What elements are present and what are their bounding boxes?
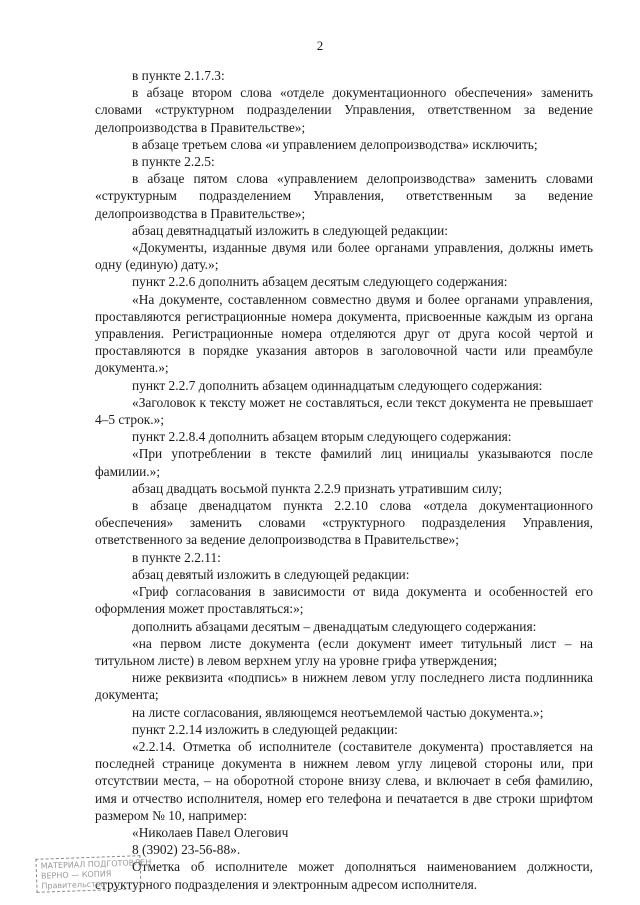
- paragraph-15: в абзаце двенадцатом пункта 2.2.10 слова «отдела документационного обеспечения» заменить словами «структурного подразделения Управления, ответственного за ведение делопроизводства в Правительстве»;: [95, 498, 593, 548]
- paragraph-16: в пункте 2.2.11:: [132, 549, 221, 565]
- paragraph-4: в пункте 2.2.5:: [132, 154, 215, 170]
- paragraph-24: «2.2.14. Отметка об исполнителе (составителе документа) проставляется на последней странице документа в нижнем левом углу лицевой стороны или, при отсутствии места, – на оборотной стороне внизу слева, и включает в себя фамилию, имя и отчество исполнителя, номер его телефона и печатается в две строки шрифтом размером № 10, например:: [95, 738, 593, 823]
- paragraph-20: «на первом листе документа (если документ имеет титульный лист – на титульном листе) в левом верхнем углу на уровне грифа утверждения;: [95, 635, 593, 668]
- paragraph-19: дополнить абзацами десятым – двенадцатым следующего содержания:: [132, 618, 537, 634]
- paragraph-3: в абзаце третьем слова «и управлением делопроизводства» исключить;: [132, 136, 538, 152]
- stamp-line-3: Правительство: [41, 879, 106, 891]
- page-number: 2: [316, 38, 324, 53]
- paragraph-22: на листе согласования, являющемся неотъемлемой частью документа.»;: [132, 704, 544, 720]
- paragraph-23: пункт 2.2.14 изложить в следующей редакции:: [132, 721, 398, 737]
- paragraph-17: абзац девятый изложить в следующей редакции:: [132, 566, 410, 582]
- paragraph-18: «Гриф согласования в зависимости от вида документа и особенностей его оформления может проставляться:»;: [95, 584, 593, 617]
- paragraph-11: «Заголовок к тексту может не составляться, если текст документа не превышает 4–5 строк.»;: [95, 394, 593, 428]
- paragraph-10: пункт 2.2.7 дополнить абзацем одиннадцатым следующего содержания:: [132, 377, 543, 393]
- paragraph-26: 8 (3902) 23-56-88».: [132, 842, 241, 858]
- stamp-line-2: ВЕРНО — КОПИЯ: [40, 869, 112, 881]
- paragraph-5: в абзаце пятом слова «управлением делопроизводства» заменить словами «структурным подразделением Управления, ответственным за ведение делопроизводства в Правительстве»;: [95, 171, 593, 221]
- paragraph-14: абзац двадцать восьмой пункта 2.2.9 признать утратившим силу;: [132, 480, 503, 496]
- paragraph-9: «На документе, составленном совместно двумя и более органами управления, проставляются регистрационные номера документа, присвоенные каждым из органа управления. Регистрационные номера отделяются друг от друга косой чертой и проставляются в порядке указания авторов в заголовочной части или преамбуле документа.»;: [95, 291, 593, 376]
- paragraph-21: ниже реквизита «подпись» в нижнем левом углу последнего листа подлинника документа;: [95, 670, 593, 703]
- paragraph-7: «Документы, изданные двумя или более органами управления, должны иметь одну (единую) дату.»;: [95, 240, 593, 273]
- paragraph-8: пункт 2.2.6 дополнить абзацем десятым следующего содержания:: [132, 274, 508, 290]
- stamp-line-1: МАТЕРИАЛ ПОДГОТОВЛЕН: [40, 857, 152, 871]
- document-body: [95, 67, 593, 893]
- paragraph-2: в абзаце втором слова «отделе документационного обеспечения» заменить словами «структурном подразделении Управления, ответственном за ведение делопроизводства в Правительстве»;: [95, 85, 593, 135]
- paragraph-1: в пункте 2.1.7.3:: [132, 68, 225, 83]
- paragraph-13: «При употреблении в тексте фамилий лиц инициалы указываются после фамилии.»;: [95, 446, 593, 479]
- faded-stamp: [35, 855, 152, 893]
- paragraph-6: абзац девятнадцатый изложить в следующей редакции:: [132, 222, 448, 238]
- paragraph-27: Отметка об исполнителе может дополняться наименованием должности, структурного подразделения и электронным адресом исполнителя.: [95, 859, 593, 892]
- paragraph-25: «Николаев Павел Олегович: [132, 824, 289, 840]
- paragraph-12: пункт 2.2.8.4 дополнить абзацем вторым следующего содержания:: [132, 429, 512, 445]
